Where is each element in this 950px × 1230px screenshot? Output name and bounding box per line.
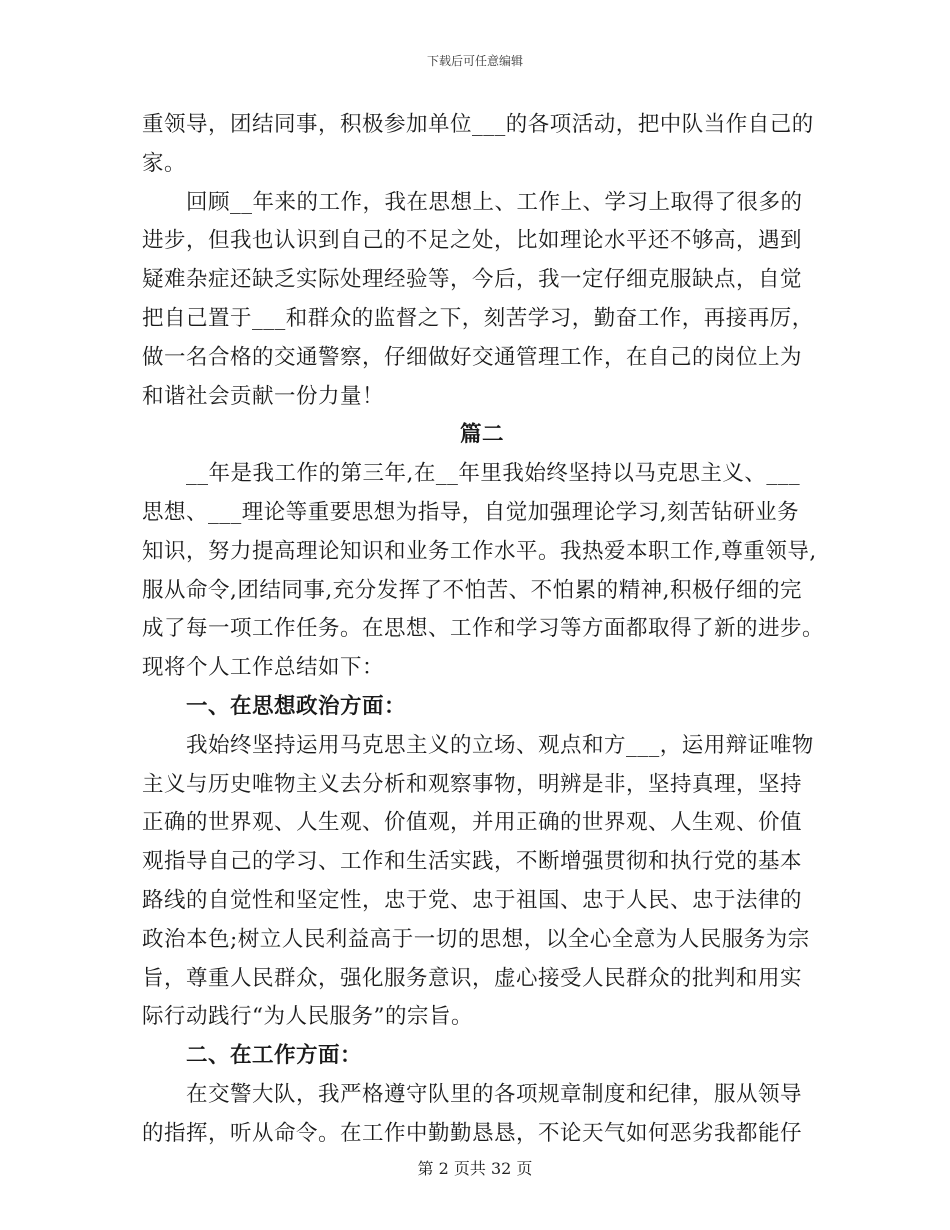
section-heading: 篇二 [459,422,504,448]
text-line: 家。 [142,150,187,176]
text-line: 重领导，团结同事，积极参加单位___的各项活动，把中队当作自己的 [142,112,814,137]
text-line: 在交警大队，我严格遵守队里的各项规章制度和纪律，服从领导 [186,1081,803,1107]
document-body [142,106,825,1154]
text-line: 服从命令,团结同事,充分发挥了不怕苦、不怕累的精神,积极仔细的完 [142,577,803,603]
subsection-heading: 一、在思想政治方面： [186,693,407,719]
text-line: 进步，但我也认识到自己的不足之处，比如理论水平还不够高，遇到 [142,228,803,254]
subsection-heading: 二、在工作方面： [186,1043,363,1069]
text-line: 知识，努力提高理论知识和业务工作水平。我热爱本职工作,尊重领导, [142,538,817,564]
text-line: 和谐社会贡献一份力量！ [142,383,385,409]
text-line: __年是我工作的第三年,在__年里我始终坚持以马克思主义、___ [186,461,801,487]
text-line: 正确的世界观、人生观、价值观，并用正确的世界观、人生观、价值 [142,810,803,836]
text-line: 我始终坚持运用马克思主义的立场、观点和方___，运用辩证唯物 [186,732,814,758]
page-number: 第 2 页共 32 页 [417,1159,533,1178]
text-line: 疑难杂症还缺乏实际处理经验等，今后，我一定仔细克服缺点，自觉 [142,267,803,293]
text-line: 现将个人工作总结如下： [142,655,385,681]
text-line: 回顾__年来的工作，我在思想上、工作上、学习上取得了很多的 [186,189,803,215]
text-line: 路线的自觉性和坚定性，忠于党、忠于祖国、忠于人民、忠于法律的 [142,887,803,913]
text-line: 的指挥，听从命令。在工作中勤勤恳恳，不论天气如何恶劣我都能仔 [142,1120,803,1146]
text-line: 把自己置于___和群众的监督之下，刻苦学习，勤奋工作，再接再厉， [142,305,814,331]
text-line: 主义与历史唯物主义去分析和观察事物，明辨是非，坚持真理，坚持 [142,771,803,797]
text-line: 思想、___理论等重要思想为指导，自觉加强理论学习,刻苦钻研业务 [142,499,800,525]
text-line: 旨，尊重人民群众，强化服务意识，虚心接受人民群众的批判和用实 [142,965,803,991]
text-line: 观指导自己的学习、工作和生活实践，不断增强贯彻和执行党的基本 [142,849,803,875]
text-line: 政治本色;树立人民利益高于一切的思想，以全心全意为人民服务为宗 [142,926,810,952]
text-line: 际行动践行“为人民服务”的宗旨。 [142,1004,473,1030]
text-line: 成了每一项工作任务。在思想、工作和学习等方面都取得了新的进步。 [142,616,825,642]
text-line: 做一名合格的交通警察，仔细做好交通管理工作，在自己的岗位上为 [142,344,803,370]
page-header-note: 下载后可任意编辑 [426,54,523,68]
